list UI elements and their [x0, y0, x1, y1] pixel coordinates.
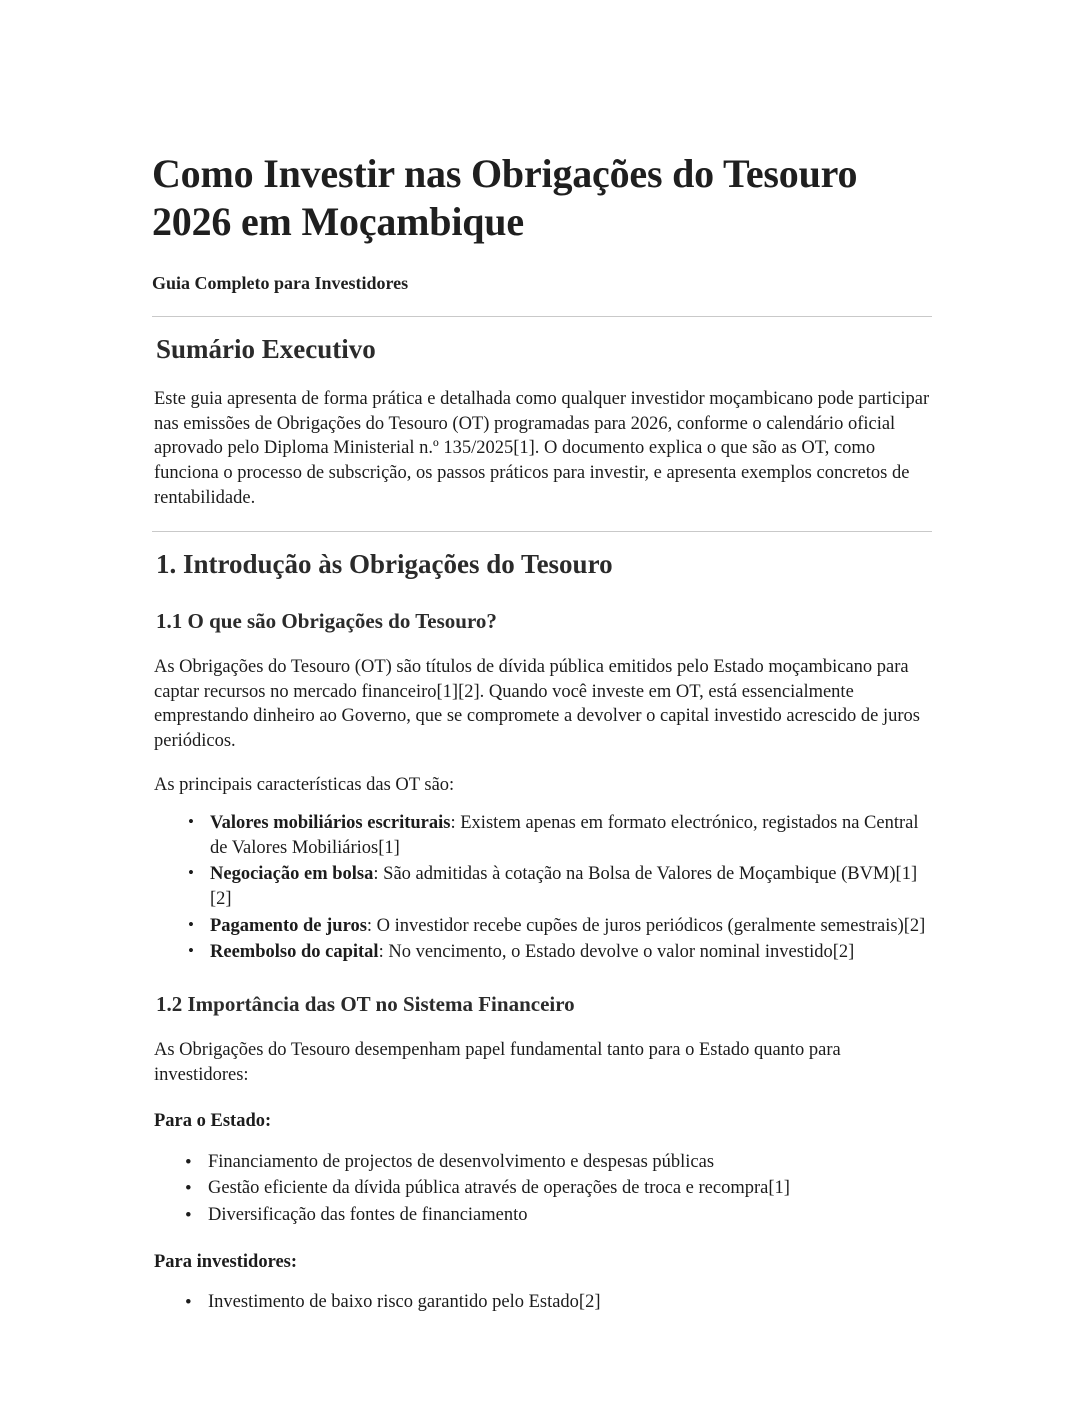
executive-summary-heading: Sumário Executivo: [156, 334, 376, 365]
page-title: Como Investir nas Obrigações do Tesouro 2026 em Moçambique: [152, 151, 858, 244]
list-item: [210, 862, 930, 911]
divider-top: [152, 316, 932, 317]
list-item: [210, 940, 930, 965]
list-item-description: : O investidor recebe cupões de juros periódicos (geralmente semestrais)[2]: [366, 915, 926, 936]
section-1-heading: 1. Introdução às Obrigações do Tesouro: [156, 549, 613, 580]
list-item-term: Negociação em bolsa: [210, 864, 374, 885]
divider-section-1: [152, 531, 932, 532]
section-1-2-heading: 1.2 Importância das OT no Sistema Financeiro: [156, 991, 575, 1016]
investor-benefits-list: [152, 1290, 930, 1315]
list-item: • Gestão eficiente da dívida pública através de operações de troca e recompra[1]: [208, 1176, 930, 1201]
list-item: • Financiamento de projectos de desenvolvimento e despesas públicas: [208, 1150, 930, 1175]
characteristics-list-intro: As principais características das OT são:: [154, 774, 455, 795]
list-item-term: Reembolso do capital: [210, 942, 379, 963]
section-1-2-paragraph: As Obrigações do Tesouro desempenham papel fundamental tanto para o Estado quanto para investidores:: [154, 1039, 841, 1085]
list-item: [210, 914, 930, 939]
section-1-1-paragraph: As Obrigações do Tesouro (OT) são títulos de dívida pública emitidos pelo Estado moçambicano para captar recursos no mercado financeiro[1][2]. Quando você investe em OT, está essencialmente emprestando dinheiro ao Governo, que se compromete a devolver o capital investido acrescido de juros periódicos.: [154, 657, 920, 751]
list-item-description: : São admitidas à cotação na Bolsa de Valores de Moçambique (BVM)[1][2]: [210, 864, 918, 909]
section-1-1-heading: 1.1 O que são Obrigações do Tesouro?: [156, 608, 497, 633]
characteristics-list: [152, 811, 930, 965]
list-item: • Diversificação das fontes de financiamento: [208, 1203, 930, 1228]
list-item: • Investimento de baixo risco garantido pelo Estado[2]: [208, 1290, 930, 1315]
list-item-description: : No vencimento, o Estado devolve o valor nominal investido[2]: [378, 942, 855, 963]
list-item-description: : Existem apenas em formato electrónico, registados na Central de Valores Mobiliários[1]: [210, 813, 919, 858]
list-item-term: Pagamento de juros: [210, 915, 367, 936]
list-item: [210, 811, 930, 860]
list-item-term: Valores mobiliários escriturais: [210, 813, 451, 834]
for-investors-label: Para investidores:: [154, 1251, 298, 1272]
document-subtitle: Guia Completo para Investidores: [152, 273, 409, 293]
state-benefits-list: [152, 1150, 930, 1228]
for-the-state-label: Para o Estado:: [154, 1111, 272, 1132]
executive-summary-paragraph: Este guia apresenta de forma prática e detalhada como qualquer investidor moçambicano pode participar nas emissões de Obrigações do Tesouro (OT) programadas para 2026, conforme o calendário oficial aprovado pelo Diploma Ministerial n.º 135/2025[1]. O documento explica o que são as OT, como funciona o processo de subscrição, os passos práticos para investir, e apresenta exemplos concretos de rentabilidade.: [154, 389, 930, 508]
